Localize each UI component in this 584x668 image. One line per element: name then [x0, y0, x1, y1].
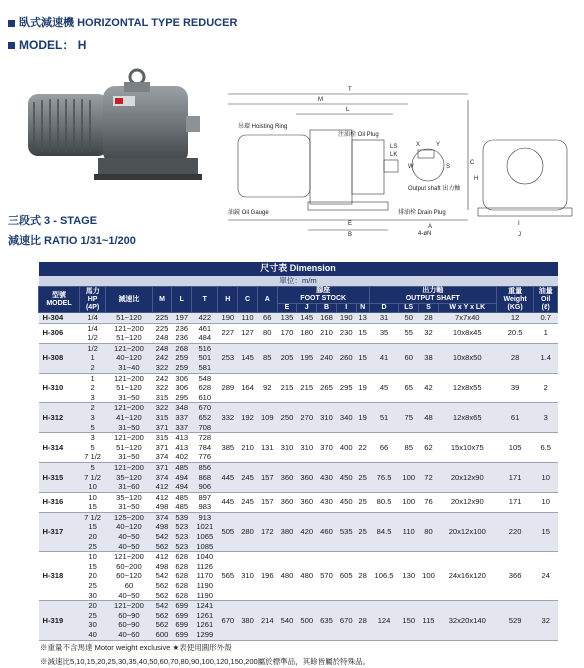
- table-cell: 24: [534, 552, 558, 601]
- table-cell: 31: [369, 313, 399, 324]
- table-cell: 366: [496, 552, 534, 601]
- table-cell: 370: [317, 433, 337, 463]
- table-cell: 242 322 315: [152, 373, 172, 403]
- table-cell: 13: [356, 313, 369, 324]
- bullet-square-icon: [8, 20, 15, 27]
- table-cell: H-316: [39, 492, 80, 512]
- table-cell: 260: [336, 343, 356, 373]
- table-cell: 505: [218, 512, 238, 551]
- table-cell: 25: [356, 462, 369, 492]
- table-cell: 65: [399, 373, 419, 403]
- table-cell: 115: [419, 601, 439, 640]
- table-cell: 84.5: [369, 512, 399, 551]
- table-cell: 106.5: [369, 552, 399, 601]
- col-B: B: [317, 304, 337, 313]
- table-cell: 172: [257, 512, 277, 551]
- table-cell: 268 259 259: [172, 343, 192, 373]
- table-cell: 25: [356, 492, 369, 512]
- table-cell: 75: [399, 403, 419, 433]
- table-row: [39, 343, 558, 373]
- table-row: [39, 492, 558, 512]
- table-cell: 913 1021 1065 1085: [192, 512, 218, 551]
- table-cell: 289: [218, 373, 238, 403]
- table-row: [39, 323, 558, 343]
- table-cell: 197: [172, 313, 192, 324]
- table-cell: 127: [238, 323, 258, 343]
- title-cn: 臥式減速機: [19, 17, 74, 29]
- table-cell: 168: [317, 313, 337, 324]
- table-cell: 253: [218, 343, 238, 373]
- table-cell: 445: [218, 492, 238, 512]
- table-cell: 371 374 412: [152, 462, 172, 492]
- table-cell: 225 248: [152, 323, 172, 343]
- table-cell: H-317: [39, 512, 80, 551]
- label-4n: 4-øN: [418, 231, 432, 237]
- table-cell: 1 2 3: [79, 373, 105, 403]
- table-cell: 80: [419, 512, 439, 551]
- footnote-ratio: ※減速比5,10,15,20,25,30,35,40,50,60,70,80,90,100,120,150,200屬於標準品，其餘皆屬於特殊品。: [40, 657, 371, 666]
- table-cell: 460: [317, 512, 337, 551]
- table-cell: 28: [496, 343, 534, 373]
- table-cell: 628 628 628 628 628: [172, 552, 192, 601]
- label-LS: LS: [390, 144, 398, 150]
- table-cell: H-315: [39, 462, 80, 492]
- label-X: X: [416, 142, 421, 148]
- col-foot-stock: 腳座 FOOT STOCK: [277, 287, 369, 304]
- table-cell: 20 25 30 40: [79, 601, 105, 640]
- table-cell: 12x8x65: [438, 403, 496, 433]
- table-cell: 450: [336, 462, 356, 492]
- table-cell: 109: [257, 403, 277, 433]
- table-cell: 171: [496, 492, 534, 512]
- footnote-weight: ※重量不含馬達 Motor weight exclusive ★表使用圓形外殼: [40, 643, 232, 652]
- table-cell: 157: [257, 492, 277, 512]
- table-cell: 215: [277, 373, 297, 403]
- table-cell: 24x16x120: [438, 552, 496, 601]
- model-heading: [8, 36, 86, 53]
- table-cell: H-308: [39, 343, 80, 373]
- table-cell: 529: [496, 601, 534, 640]
- table-cell: 10: [534, 492, 558, 512]
- table-row: [39, 552, 558, 601]
- label-hoist: 吊環 Hoisting Ring: [238, 124, 288, 130]
- table-cell: 897 983: [192, 492, 218, 512]
- table-cell: 374 498 542 562: [152, 512, 172, 551]
- table-cell: H-304: [39, 313, 80, 324]
- table-cell: H-318: [39, 552, 80, 601]
- label-T: T: [348, 87, 352, 93]
- table-row: [39, 433, 558, 463]
- col-weight: 重量 Weight (KG): [496, 287, 534, 313]
- table-cell: 41: [369, 343, 399, 373]
- label-B: B: [348, 232, 353, 238]
- table-cell: 121~200 41~120 31~50: [106, 403, 152, 433]
- label-drain: 排油栓 Drain Plug: [398, 210, 446, 216]
- table-cell: 121~200 51~120 31~50: [106, 433, 152, 463]
- table-cell: 461 484: [192, 323, 218, 343]
- col-hp: 馬力 HP (4P): [79, 287, 105, 313]
- table-cell: 7x7x40: [438, 313, 496, 324]
- col-WXYLK: W x Y x LK: [438, 304, 496, 313]
- table-cell: 28: [356, 552, 369, 601]
- table-cell: 110: [238, 313, 258, 324]
- table-cell: 413 413 402: [172, 433, 192, 463]
- col-I: I: [336, 304, 356, 313]
- col-model: 型號 MODEL: [39, 287, 80, 313]
- table-cell: 121~200 40~120 31~40: [106, 343, 152, 373]
- table-cell: 10x8x45: [438, 323, 496, 343]
- stage-line: 三段式 3 - STAGE: [8, 215, 98, 227]
- table-cell: 248 242 322: [152, 343, 172, 373]
- table-cell: 856 868 906: [192, 462, 218, 492]
- table-unit: 單位：m/m: [39, 276, 558, 287]
- table-cell: 280: [238, 512, 258, 551]
- col-T: T: [192, 287, 218, 313]
- table-cell: 20x12x100: [438, 512, 496, 551]
- table-row: [39, 462, 558, 492]
- table-cell: 51~120: [106, 313, 152, 324]
- table-cell: 145: [297, 313, 317, 324]
- label-E: E: [348, 221, 353, 227]
- table-cell: 542 562 562 600: [152, 601, 172, 640]
- col-LS: LS: [399, 304, 419, 313]
- table-cell: 225: [152, 313, 172, 324]
- model-label: MODEL：: [19, 38, 75, 52]
- model-value: H: [77, 38, 87, 52]
- table-cell: 192: [238, 403, 258, 433]
- table-cell: 539 523 523 523: [172, 512, 192, 551]
- title-en: HORIZONTAL TYPE REDUCER: [77, 17, 238, 29]
- table-cell: 10 15: [79, 492, 105, 512]
- table-cell: 548 628 610: [192, 373, 218, 403]
- table-cell: 535: [336, 512, 356, 551]
- table-cell: 240: [317, 343, 337, 373]
- table-cell: 190: [218, 313, 238, 324]
- label-W: W: [408, 164, 414, 170]
- table-cell: 360: [277, 492, 297, 512]
- table-cell: 205: [277, 343, 297, 373]
- table-cell: 180: [297, 323, 317, 343]
- table-cell: 15: [534, 512, 558, 551]
- table-cell: 15x10x75: [438, 433, 496, 463]
- table-cell: 332: [218, 403, 238, 433]
- table-cell: 48: [419, 403, 439, 433]
- col-A: A: [257, 287, 277, 313]
- table-cell: 131: [257, 433, 277, 463]
- table-title: 尺寸表 Dimension: [39, 262, 558, 276]
- title-heading: [8, 14, 237, 30]
- table-cell: 85: [257, 343, 277, 373]
- table-cell: 295: [336, 373, 356, 403]
- label-J: J: [518, 232, 521, 238]
- table-cell: 310: [277, 433, 297, 463]
- table-cell: 214: [257, 601, 277, 640]
- col-H: H: [218, 287, 238, 313]
- table-cell: 430: [317, 462, 337, 492]
- table-cell: H-314: [39, 433, 80, 463]
- table-cell: 80.5: [369, 492, 399, 512]
- label-Y: Y: [436, 142, 441, 148]
- table-cell: 32x20x140: [438, 601, 496, 640]
- table-cell: 20x12x90: [438, 462, 496, 492]
- reducer-photo: [28, 66, 203, 196]
- table-cell: 80: [257, 323, 277, 343]
- table-cell: 380: [238, 601, 258, 640]
- table-row: [39, 373, 558, 403]
- table-cell: 380: [277, 512, 297, 551]
- table-cell: 322 315 371: [152, 403, 172, 433]
- table-cell: 310: [238, 552, 258, 601]
- table-cell: 60: [399, 343, 419, 373]
- table-cell: 32: [534, 601, 558, 640]
- col-oil: 油量 Oil (ℓ): [534, 287, 558, 313]
- table-cell: H-312: [39, 403, 80, 433]
- table-cell: 61: [496, 403, 534, 433]
- table-row: [39, 313, 558, 324]
- table-cell: 570: [317, 552, 337, 601]
- table-cell: 124: [369, 601, 399, 640]
- table-cell: 430: [317, 492, 337, 512]
- table-cell: 196: [257, 552, 277, 601]
- table-cell: 150: [399, 601, 419, 640]
- table-cell: 121~200 35~120 31~60: [106, 462, 152, 492]
- table-cell: 76: [419, 492, 439, 512]
- table-cell: 1/4 1/2: [79, 323, 105, 343]
- col-C: C: [238, 287, 258, 313]
- table-cell: 670: [218, 601, 238, 640]
- table-cell: 12x8x55: [438, 373, 496, 403]
- table-cell: 540: [277, 601, 297, 640]
- table-cell: 412 498: [152, 492, 172, 512]
- table-cell: 340: [336, 403, 356, 433]
- table-cell: 1/2 1 2: [79, 343, 105, 373]
- table-cell: 125~200 40~120 40~50 40~50: [106, 512, 152, 551]
- table-cell: 728 784 776: [192, 433, 218, 463]
- table-cell: 51: [369, 403, 399, 433]
- table-cell: H-310: [39, 373, 80, 403]
- ratio-line: 減速比 RATIO 1/31~1/200: [8, 235, 136, 247]
- label-A: A: [428, 224, 433, 230]
- table-cell: 245: [238, 492, 258, 512]
- col-J: J: [297, 304, 317, 313]
- table-cell: 130: [399, 552, 419, 601]
- table-cell: 85: [399, 433, 419, 463]
- table-cell: 400: [336, 433, 356, 463]
- table-cell: 28: [419, 313, 439, 324]
- col-output-shaft: 出力軸 OUTPUT SHAFT: [369, 287, 496, 304]
- table-cell: 485 485: [172, 492, 192, 512]
- table-cell: 699 699 699 699: [172, 601, 192, 640]
- table-cell: 10 15 20 25 30: [79, 552, 105, 601]
- table-cell: 2 3 5: [79, 403, 105, 433]
- table-cell: 72: [419, 462, 439, 492]
- table-cell: H-319: [39, 601, 80, 640]
- table-cell: 32: [419, 323, 439, 343]
- table-cell: 39: [496, 373, 534, 403]
- table-cell: 215: [297, 373, 317, 403]
- table-cell: 315 371 374: [152, 433, 172, 463]
- col-S: S: [419, 304, 439, 313]
- table-cell: 157: [257, 462, 277, 492]
- table-cell: 480: [297, 552, 317, 601]
- table-cell: 2: [534, 373, 558, 403]
- table-cell: 485 494 494: [172, 462, 192, 492]
- table-cell: 605: [336, 552, 356, 601]
- table-row: [39, 512, 558, 551]
- table-cell: 190: [336, 313, 356, 324]
- table-cell: 227: [218, 323, 238, 343]
- table-cell: 42: [419, 373, 439, 403]
- col-D: D: [369, 304, 399, 313]
- table-cell: 10: [534, 462, 558, 492]
- table-cell: 1040 1126 1170 1190 1190: [192, 552, 218, 601]
- table-cell: 7 1/2 15 20 25: [79, 512, 105, 551]
- table-cell: 110: [399, 512, 419, 551]
- table-cell: 35~120 31~50: [106, 492, 152, 512]
- label-L: L: [346, 107, 350, 113]
- bullet-square-icon: [8, 42, 15, 49]
- table-cell: 250: [277, 403, 297, 433]
- table-cell: 385: [218, 433, 238, 463]
- table-cell: 210: [238, 433, 258, 463]
- col-E: E: [277, 304, 297, 313]
- table-cell: 195: [297, 343, 317, 373]
- table-cell: 450: [336, 492, 356, 512]
- table-cell: 445: [218, 462, 238, 492]
- table-cell: 3 5 7 1/2: [79, 433, 105, 463]
- table-cell: 412 498 542 562 562: [152, 552, 172, 601]
- table-cell: 28: [356, 601, 369, 640]
- table-cell: 100: [419, 552, 439, 601]
- table-cell: 230: [336, 323, 356, 343]
- table-cell: 170: [277, 323, 297, 343]
- table-cell: 310: [317, 403, 337, 433]
- table-cell: 105: [496, 433, 534, 463]
- table-cell: 1.4: [534, 343, 558, 373]
- table-cell: 45: [369, 373, 399, 403]
- label-S: S: [446, 164, 451, 170]
- table-cell: 3: [534, 403, 558, 433]
- table-cell: 100: [399, 462, 419, 492]
- table-cell: 236 236: [172, 323, 192, 343]
- table-cell: 265: [317, 373, 337, 403]
- table-cell: 1/4: [79, 313, 105, 324]
- table-cell: 1241 1261 1261 1299: [192, 601, 218, 640]
- table-cell: 66: [257, 313, 277, 324]
- table-cell: 360: [277, 462, 297, 492]
- table-cell: 19: [356, 403, 369, 433]
- table-cell: 565: [218, 552, 238, 601]
- table-cell: 422: [192, 313, 218, 324]
- table-cell: 55: [399, 323, 419, 343]
- label-I: I: [518, 221, 520, 227]
- col-ratio: 減速比: [106, 287, 152, 313]
- table-cell: 62: [419, 433, 439, 463]
- table-row: [39, 601, 558, 640]
- table-cell: 121~200 51~120: [106, 323, 152, 343]
- label-C: C: [470, 160, 475, 166]
- table-cell: 10x8x50: [438, 343, 496, 373]
- table-cell: 145: [238, 343, 258, 373]
- table-cell: 500: [297, 601, 317, 640]
- table-cell: 135: [277, 313, 297, 324]
- dimension-table: [38, 262, 558, 641]
- table-cell: 245: [238, 462, 258, 492]
- table-cell: 348 337 337: [172, 403, 192, 433]
- table-cell: 1: [534, 323, 558, 343]
- table-cell: 480: [277, 552, 297, 601]
- table-cell: 22: [356, 433, 369, 463]
- table-cell: 35: [369, 323, 399, 343]
- table-cell: 38: [419, 343, 439, 373]
- label-M: M: [318, 97, 323, 103]
- table-cell: 171: [496, 462, 534, 492]
- table-cell: 121~200 60~200 60~120 60 40~50: [106, 552, 152, 601]
- table-cell: 270: [297, 403, 317, 433]
- table-cell: 220: [496, 512, 534, 551]
- table-cell: 420: [297, 512, 317, 551]
- table-cell: 670: [336, 601, 356, 640]
- table-row: [39, 403, 558, 433]
- table-cell: 19: [356, 373, 369, 403]
- label-output-shaft: Output shaft 出力軸: [408, 186, 461, 192]
- table-cell: 25: [356, 512, 369, 551]
- table-cell: 360: [297, 492, 317, 512]
- table-body: [39, 313, 558, 641]
- table-cell: 164: [238, 373, 258, 403]
- table-cell: 12: [496, 313, 534, 324]
- table-cell: 6.5: [534, 433, 558, 463]
- table-cell: 121~200 51~120 31~50: [106, 373, 152, 403]
- table-cell: 76.5: [369, 462, 399, 492]
- table-cell: 15: [356, 343, 369, 373]
- table-cell: 635: [317, 601, 337, 640]
- table-cell: 310: [297, 433, 317, 463]
- dimension-drawing: [218, 80, 580, 240]
- table-cell: 670 652 708: [192, 403, 218, 433]
- table-cell: 5 7 1/2 10: [79, 462, 105, 492]
- table-cell: 210: [317, 323, 337, 343]
- table-cell: 360: [297, 462, 317, 492]
- table-cell: 66: [369, 433, 399, 463]
- table-cell: 100: [399, 492, 419, 512]
- label-oil-gauge: 油鏡 Oil Gauge: [228, 210, 269, 216]
- table-cell: 306 306 295: [172, 373, 192, 403]
- table-cell: H-306: [39, 323, 80, 343]
- label-H: H: [474, 176, 479, 182]
- col-L: L: [172, 287, 192, 313]
- label-oil-plug: 注油栓 Oil Plug: [338, 132, 379, 138]
- table-cell: 121~200 60~90 60~90 40~60: [106, 601, 152, 640]
- table-cell: 0.7: [534, 313, 558, 324]
- label-LK: LK: [390, 152, 398, 158]
- table-cell: 15: [356, 323, 369, 343]
- table-cell: 92: [257, 373, 277, 403]
- table-cell: 50: [399, 313, 419, 324]
- col-N: N: [356, 304, 369, 313]
- col-M: M: [152, 287, 172, 313]
- table-cell: 516 501 581: [192, 343, 218, 373]
- table-cell: 20.5: [496, 323, 534, 343]
- table-cell: 20x12x90: [438, 492, 496, 512]
